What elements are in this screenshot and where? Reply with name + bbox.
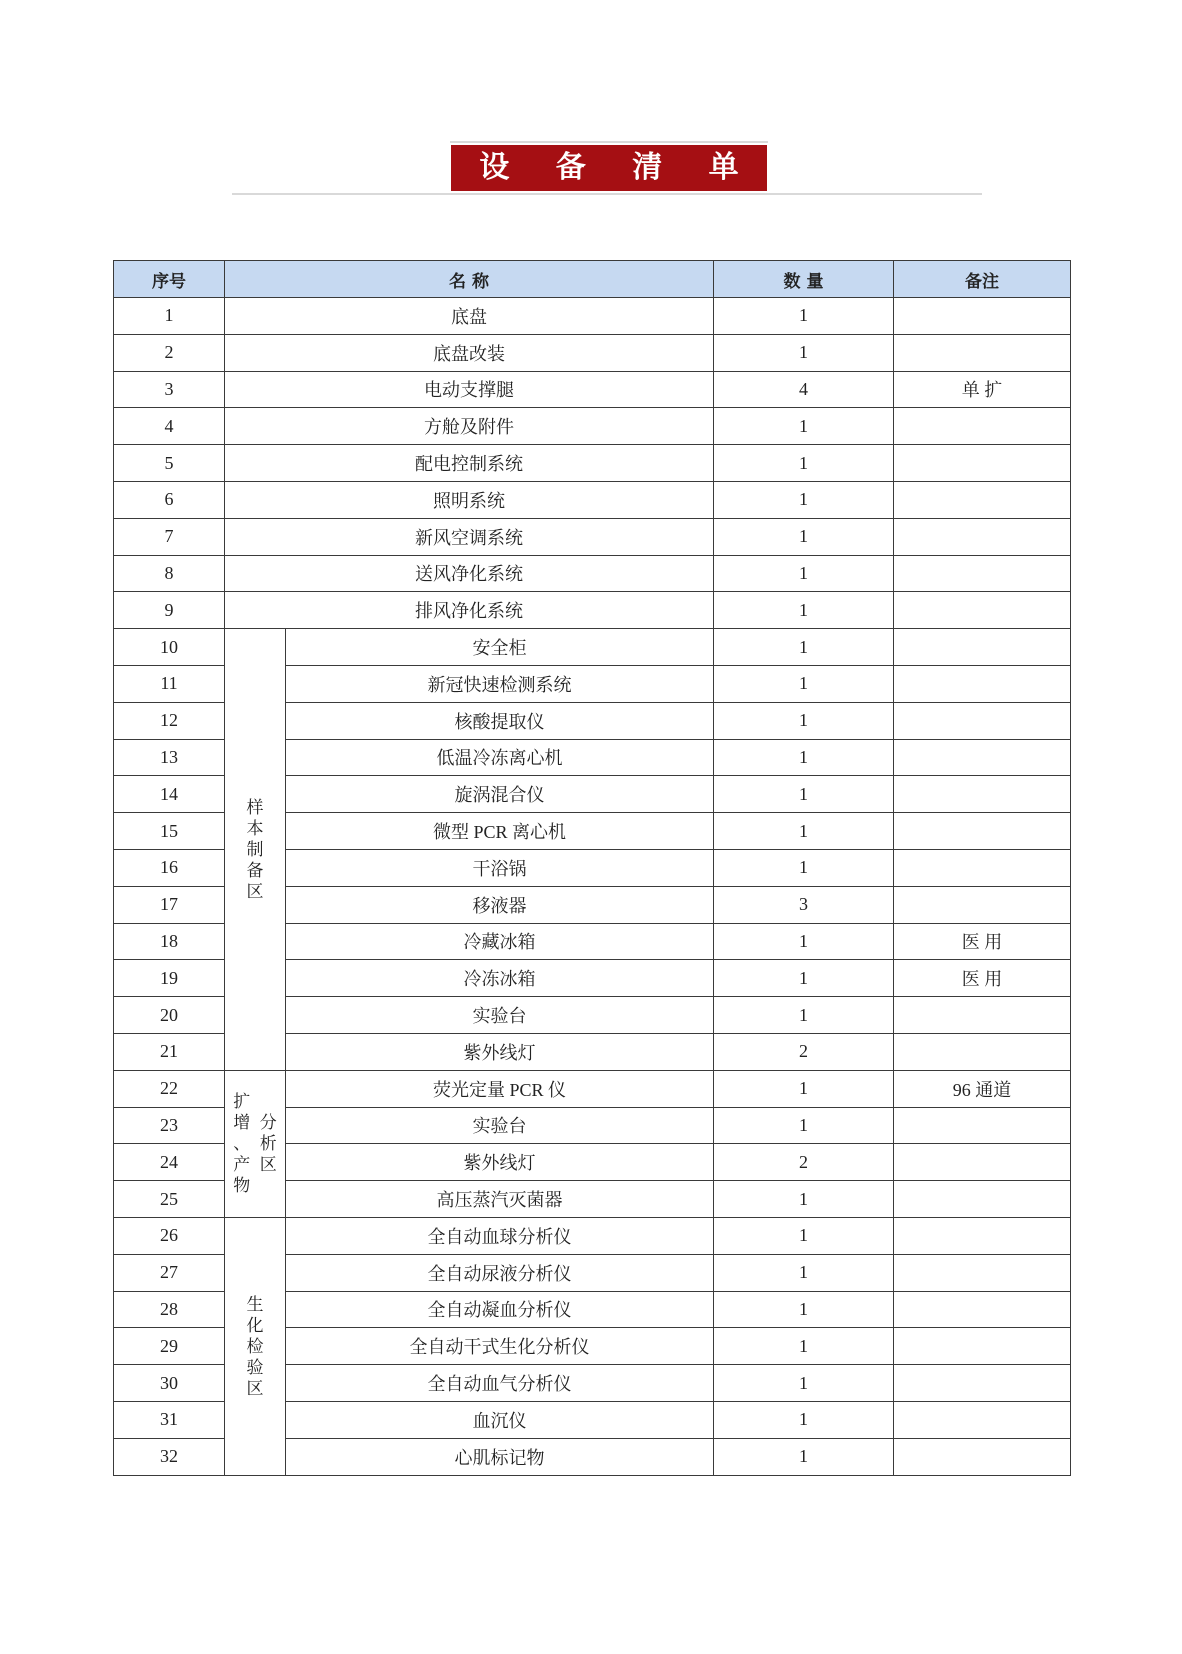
header-index: 序号 [114,261,225,298]
row-qty: 1 [714,1181,894,1218]
row-remark [894,1401,1071,1438]
row-index: 12 [114,702,225,739]
row-index: 24 [114,1144,225,1181]
row-remark [894,1438,1071,1475]
row-name: 低温冷冻离心机 [286,739,714,776]
row-name: 实验台 [286,997,714,1034]
row-qty: 1 [714,923,894,960]
row-name: 移液器 [286,886,714,923]
row-qty: 1 [714,1291,894,1328]
table-row [114,445,1071,482]
row-qty: 1 [714,849,894,886]
title-top-rule [450,141,768,143]
row-qty: 1 [714,298,894,335]
row-name: 全自动尿液分析仪 [286,1254,714,1291]
row-remark [894,408,1071,445]
row-name: 紫外线灯 [286,1144,714,1181]
row-name: 底盘 [225,298,714,335]
row-qty: 1 [714,1254,894,1291]
row-remark: 医 用 [894,923,1071,960]
row-name: 底盘改装 [225,334,714,371]
row-index: 26 [114,1217,225,1254]
row-qty: 1 [714,1070,894,1107]
row-qty: 2 [714,1033,894,1070]
table-row [114,629,1071,666]
row-index: 19 [114,960,225,997]
row-name: 全自动凝血分析仪 [286,1291,714,1328]
row-remark [894,1033,1071,1070]
row-qty: 1 [714,408,894,445]
row-remark [894,739,1071,776]
row-name: 全自动血球分析仪 [286,1217,714,1254]
row-name: 核酸提取仪 [286,702,714,739]
row-remark: 医 用 [894,960,1071,997]
header-remark: 备注 [894,261,1071,298]
table-row [114,298,1071,335]
row-index: 13 [114,739,225,776]
row-qty: 1 [714,702,894,739]
row-index: 31 [114,1401,225,1438]
row-remark [894,886,1071,923]
row-name: 电动支撑腿 [225,371,714,408]
table-row [114,408,1071,445]
row-qty: 1 [714,1107,894,1144]
row-index: 18 [114,923,225,960]
row-remark [894,776,1071,813]
table-row [114,481,1071,518]
row-index: 6 [114,481,225,518]
row-index: 7 [114,518,225,555]
title-underline [232,193,982,195]
row-remark [894,849,1071,886]
row-qty: 1 [714,776,894,813]
row-qty: 2 [714,1144,894,1181]
row-index: 4 [114,408,225,445]
row-remark: 96 通道 [894,1070,1071,1107]
table-row [114,518,1071,555]
row-qty: 1 [714,555,894,592]
table-row [114,1070,1071,1107]
row-index: 3 [114,371,225,408]
row-name: 实验台 [286,1107,714,1144]
row-name: 血沉仪 [286,1401,714,1438]
row-remark [894,1254,1071,1291]
row-remark [894,1365,1071,1402]
row-qty: 1 [714,1438,894,1475]
row-remark [894,592,1071,629]
row-qty: 1 [714,481,894,518]
page-title: 设 备 清 单 [451,145,767,191]
row-name: 配电控制系统 [225,445,714,482]
row-index: 8 [114,555,225,592]
row-index: 15 [114,813,225,850]
row-index: 25 [114,1181,225,1218]
row-name: 排风净化系统 [225,592,714,629]
row-index: 27 [114,1254,225,1291]
row-name: 荧光定量 PCR 仪 [286,1070,714,1107]
row-index: 32 [114,1438,225,1475]
row-index: 20 [114,997,225,1034]
row-remark [894,813,1071,850]
row-name: 全自动干式生化分析仪 [286,1328,714,1365]
row-name: 安全柜 [286,629,714,666]
row-remark [894,334,1071,371]
row-remark [894,1144,1071,1181]
row-index: 11 [114,665,225,702]
row-remark [894,1107,1071,1144]
zone-label [225,1217,286,1475]
row-name: 微型 PCR 离心机 [286,813,714,850]
row-qty: 1 [714,665,894,702]
row-remark [894,555,1071,592]
row-name: 冷藏冰箱 [286,923,714,960]
row-name: 新风空调系统 [225,518,714,555]
row-qty: 4 [714,371,894,408]
row-qty: 1 [714,1328,894,1365]
table-row [114,592,1071,629]
table-row [114,371,1071,408]
row-index: 21 [114,1033,225,1070]
row-name: 送风净化系统 [225,555,714,592]
row-remark [894,702,1071,739]
row-qty: 1 [714,813,894,850]
row-name: 方舱及附件 [225,408,714,445]
table-row [114,334,1071,371]
row-index: 5 [114,445,225,482]
row-remark [894,1328,1071,1365]
row-name: 旋涡混合仪 [286,776,714,813]
row-remark [894,445,1071,482]
row-remark [894,518,1071,555]
row-qty: 1 [714,1365,894,1402]
row-index: 10 [114,629,225,666]
table-row [114,555,1071,592]
zone-label-col2: 分析区 [259,1113,277,1175]
row-qty: 1 [714,334,894,371]
row-name: 照明系统 [225,481,714,518]
row-qty: 1 [714,960,894,997]
header-name: 名 称 [225,261,714,298]
row-index: 16 [114,849,225,886]
row-qty: 1 [714,518,894,555]
row-remark [894,298,1071,335]
zone-label [225,629,286,1071]
row-name: 紫外线灯 [286,1033,714,1070]
row-index: 9 [114,592,225,629]
table-row [114,1217,1071,1254]
row-index: 1 [114,298,225,335]
row-qty: 1 [714,1401,894,1438]
row-index: 2 [114,334,225,371]
zone-label [225,1070,286,1217]
row-qty: 1 [714,445,894,482]
zone-label-col1: 扩增、产物 [233,1092,251,1196]
row-index: 17 [114,886,225,923]
row-remark [894,629,1071,666]
row-qty: 1 [714,629,894,666]
row-remark [894,1217,1071,1254]
row-qty: 1 [714,592,894,629]
row-name: 全自动血气分析仪 [286,1365,714,1402]
row-qty: 3 [714,886,894,923]
row-index: 28 [114,1291,225,1328]
zone-label-text: 样本制备区 [246,797,264,901]
row-remark [894,1291,1071,1328]
row-remark [894,997,1071,1034]
row-index: 29 [114,1328,225,1365]
table-header-row [114,261,1071,298]
row-index: 14 [114,776,225,813]
row-name: 高压蒸汽灭菌器 [286,1181,714,1218]
row-index: 23 [114,1107,225,1144]
row-index: 22 [114,1070,225,1107]
row-remark [894,1181,1071,1218]
row-remark [894,665,1071,702]
row-remark: 单 扩 [894,371,1071,408]
row-name: 干浴锅 [286,849,714,886]
zone-label-text: 生化检验区 [246,1294,264,1398]
row-qty: 1 [714,1217,894,1254]
row-remark [894,481,1071,518]
row-name: 冷冻冰箱 [286,960,714,997]
row-name: 心肌标记物 [286,1438,714,1475]
row-name: 新冠快速检测系统 [286,665,714,702]
row-qty: 1 [714,739,894,776]
equipment-table [113,260,1071,1476]
row-index: 30 [114,1365,225,1402]
row-qty: 1 [714,997,894,1034]
header-qty: 数 量 [714,261,894,298]
